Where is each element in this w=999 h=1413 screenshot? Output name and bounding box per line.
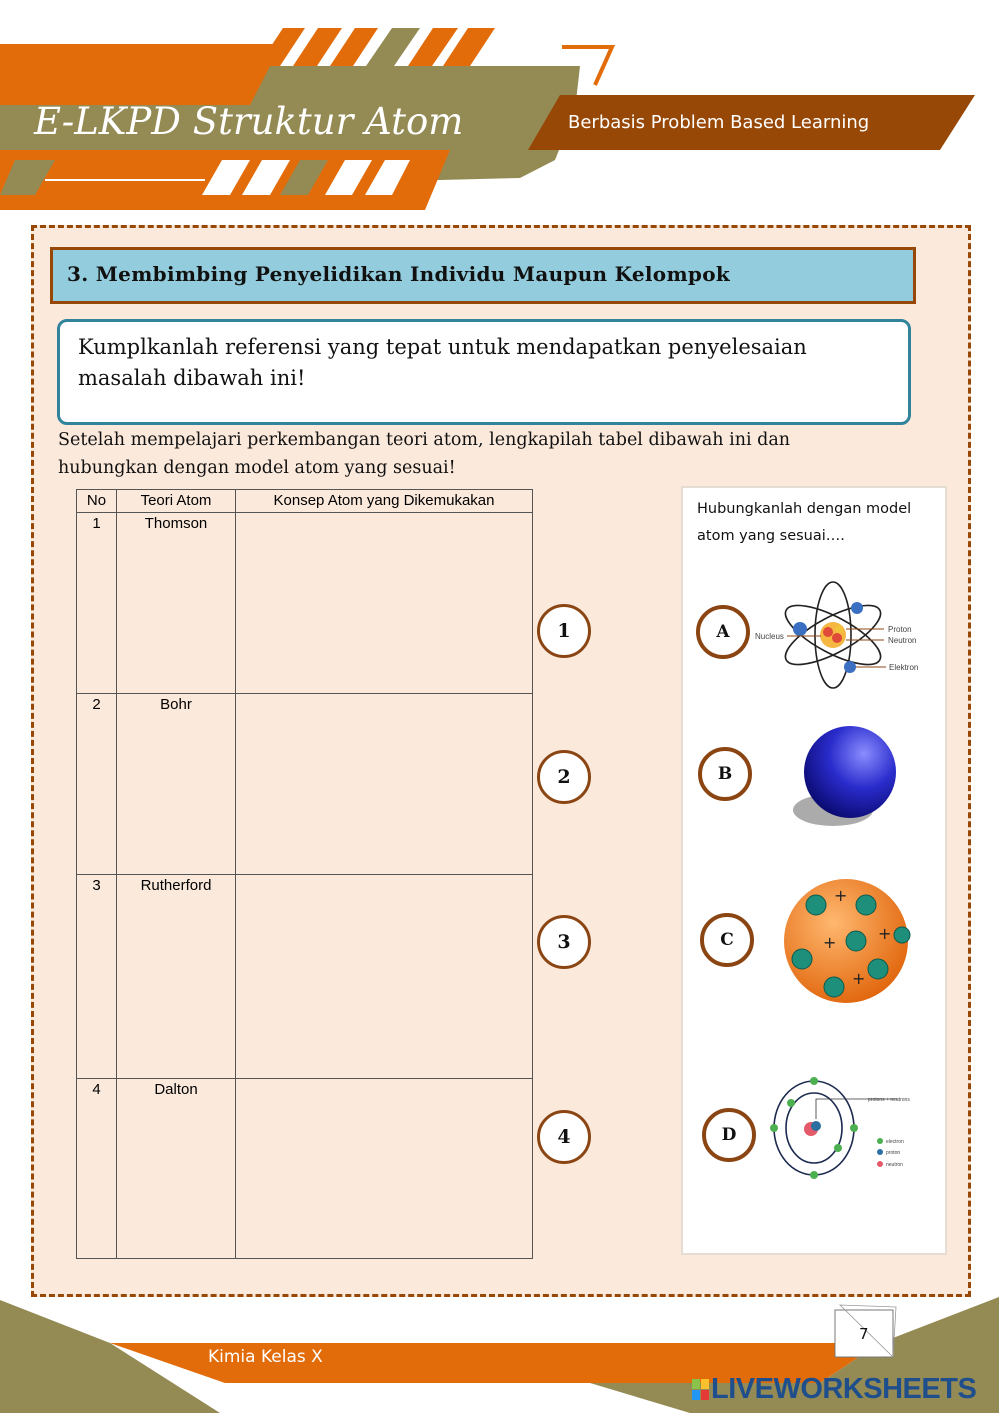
label-neutron: Neutron xyxy=(888,636,917,645)
label-protons-neutrons: protons + neutrons xyxy=(868,1097,910,1103)
header-teori: Teori Atom xyxy=(117,490,236,513)
table-row xyxy=(77,875,533,1079)
panel-instruction: Hubungkanlah dengan model atom yang sesuai…. xyxy=(697,501,912,544)
row-no: 1 xyxy=(77,513,117,694)
label-proton-d: proton xyxy=(886,1150,901,1156)
match-point-1[interactable]: 1 xyxy=(537,604,591,658)
svg-text:+: + xyxy=(852,969,866,988)
label-neutron-d: neutron xyxy=(886,1162,903,1168)
label-nucleus: Nucleus xyxy=(755,632,784,641)
row-no: 4 xyxy=(77,1079,117,1259)
header-konsep: Konsep Atom yang Dikemukakan xyxy=(236,490,533,513)
table-row xyxy=(77,513,533,694)
header-no: No xyxy=(77,490,117,513)
option-c[interactable]: C xyxy=(700,913,754,967)
match-point-2[interactable]: 2 xyxy=(537,750,591,804)
brand-text: LIVEWORKSHEETS xyxy=(711,1373,977,1405)
konsep-input[interactable] xyxy=(236,1079,533,1259)
section-title: 3. Membimbing Penyelidikan Individu Maupun Kelompok xyxy=(50,247,916,304)
konsep-input[interactable] xyxy=(236,875,533,1079)
konsep-input[interactable] xyxy=(236,694,533,875)
match-point-4[interactable]: 4 xyxy=(537,1110,591,1164)
table-header-row xyxy=(77,490,533,513)
header-subtitle: Berbasis Problem Based Learning xyxy=(568,112,870,133)
row-teori: Bohr xyxy=(117,694,236,875)
table-row xyxy=(77,1079,533,1259)
atom-theory-table xyxy=(76,489,533,1259)
row-teori: Dalton xyxy=(117,1079,236,1259)
atom-model-panel xyxy=(681,486,947,1255)
row-teori: Thomson xyxy=(117,513,236,694)
match-point-3[interactable]: 3 xyxy=(537,915,591,969)
konsep-input[interactable] xyxy=(236,513,533,694)
option-d[interactable]: D xyxy=(702,1108,756,1162)
label-proton: Proton xyxy=(888,625,912,634)
liveworksheets-logo xyxy=(692,1373,976,1406)
option-b[interactable]: B xyxy=(698,747,752,801)
label-elektron: Elektron xyxy=(889,663,919,672)
intro-text: Setelah mempelajari perkembangan teori atom, lengkapilah tabel dibawah ini dan hubungkan dengan model atom yang sesuai! xyxy=(58,430,791,478)
rutherford-atom-image xyxy=(751,578,931,693)
thomson-atom-image xyxy=(778,873,913,1008)
label-electron: electron xyxy=(886,1139,904,1145)
instruction-box: Kumplkanlah referensi yang tepat untuk mendapatkan penyelesaian masalah dibawah ini! xyxy=(57,319,911,425)
row-teori: Rutherford xyxy=(117,875,236,1079)
table-row xyxy=(77,694,533,875)
svg-text:+: + xyxy=(823,933,837,952)
page-number: 7 xyxy=(859,1325,869,1343)
logo-icon xyxy=(692,1379,709,1400)
option-a[interactable]: A xyxy=(696,605,750,659)
dalton-sphere-image xyxy=(788,720,903,830)
header-title: E-LKPD Struktur Atom xyxy=(34,100,464,143)
row-no: 2 xyxy=(77,694,117,875)
bohr-atom-image xyxy=(768,1076,943,1182)
footer-subject: Kimia Kelas X xyxy=(208,1347,323,1367)
svg-text:+: + xyxy=(834,886,848,905)
row-no: 3 xyxy=(77,875,117,1079)
svg-text:+: + xyxy=(878,924,892,943)
